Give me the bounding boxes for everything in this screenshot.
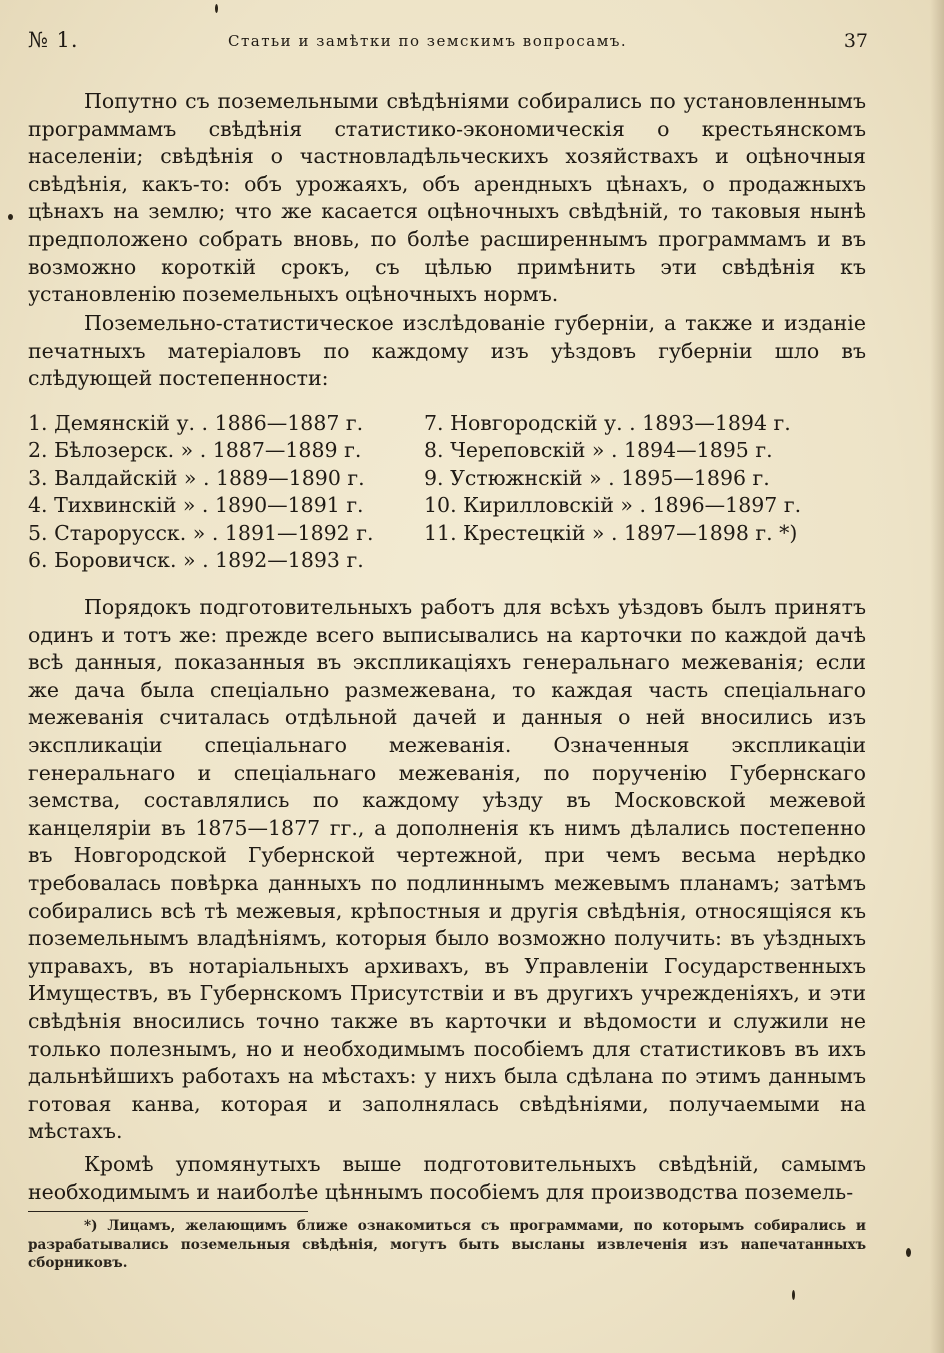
page-edge-shadow [930,0,944,1353]
district-entry: 5. Старорусск. » . 1891—1892 г. [28,520,374,545]
paragraph-3 [28,594,866,1146]
district-entry: 11. Крестецкій » . 1897—1898 г. *) [424,520,798,545]
district-entry: 1. Демянскій у. . 1886—1887 г. [28,411,364,435]
district-entry: 4. Тихвинскій » . 1890—1891 г. [28,493,364,518]
scan-speck [906,1248,911,1257]
district-entry: 8. Череповскій » . 1894—1895 г. [424,438,773,463]
running-header [28,28,868,56]
paragraph-1-text: Попутно съ поземельными свѣдѣніями собирались по установленнымъ программамъ свѣдѣнія статистико-экономическія о крестьянскомъ населеніи; свѣдѣнія о частновладѣльческихъ хозяйствахъ и оцѣночныя свѣдѣнія, какъ-то: объ урожаяхъ, объ арендныхъ цѣнахъ, о продажныхъ цѣнахъ на землю; что же касается оцѣночныхъ свѣдѣній, то таковыя нынѣ предположено собрать вновь, по болѣе расширеннымъ программамъ и въ возможно короткій срокъ, съ цѣлью примѣнить эти свѣдѣнія къ установленію поземельныхъ оцѣночныхъ нормъ. [28,89,866,307]
district-row [28,547,878,574]
footnote [28,1217,866,1273]
district-entry: 2. Бѣлозерск. » . 1887—1889 г. [28,438,362,463]
paragraph-3-text: Порядокъ подготовительныхъ работъ для всѣхъ уѣздовъ былъ принятъ одинъ и тотъ же: прежде всего выписывались на карточки по каждой дачѣ всѣ данныя, показанныя въ экспликаціяхъ генеральнаго межеванія; если же дача была спеціально размежевана, то каждая часть спеціальнаго межеванія считалась отдѣльной дачей и данныя о ней вносились изъ экспликаціи спеціальнаго межеванія. Означенныя экспликаціи генеральнаго и спеціальнаго межеванія, по порученію Губернскаго земства, составлялись по каждому уѣзду въ Московской межевой канцеляріи въ 1875—1877 гг., а дополненія къ нимъ дѣлались постепенно въ Новгородской Губернской чертежной, при чемъ весьма нерѣдко требовалась повѣрка данныхъ по подлиннымъ межевымъ планамъ; затѣмъ собирались всѣ тѣ межевыя, крѣпостныя и другія свѣдѣнія, относящіяся къ поземельнымъ владѣніямъ, которыя было возможно получить: въ уѣздныхъ управахъ, въ нотаріальныхъ архивахъ, въ Управленіи Государственныхъ Имуществъ, въ Губернскомъ Присутствіи и въ другихъ учрежденіяхъ, и эти свѣдѣнія вносились точно также въ карточки и вѣдомости и служили не только полезнымъ, но и необходимымъ пособіемъ для статистиковъ въ ихъ дальнѣйшихъ работахъ на мѣстахъ: у нихъ была сдѣлана по этимъ даннымъ готовая канва, которая и заполнялась свѣдѣніями, получаемыми на мѣстахъ. [28,595,866,1144]
district-row [28,492,878,519]
section-title: Статьи и замѣтки по земскимъ вопросамъ. [228,32,628,50]
scan-speck [792,1290,795,1300]
districts-schedule [28,410,878,574]
paragraph-2-text: Поземельно-статистическое изслѣдованіе губерніи, а также и изданіе печатныхъ матеріаловъ по каждому изъ уѣздовъ губерніи шло въ слѣдующей постепенности: [28,311,866,391]
issue-number: № 1. [28,28,79,52]
paragraph-1 [28,88,866,309]
district-entry: 10. Кирилловскій » . 1896—1897 г. [424,493,802,518]
district-entry: 9. Устюжнскій » . 1895—1896 г. [424,465,770,490]
footnote-text: *) Лицамъ, желающимъ ближе ознакомиться съ программами, по которымъ собирались и разрабатывались поземельныя свѣдѣнія, могутъ быть высланы извлеченія изъ напечатанныхъ сборниковъ. [28,1218,866,1271]
paragraph-2 [28,310,866,393]
scan-speck [8,214,13,220]
district-row [28,465,878,492]
footnote-divider [28,1211,308,1212]
district-entry: 7. Новгородскій у. . 1893—1894 г. [424,411,791,435]
district-row [28,520,878,547]
district-row [28,410,878,437]
page-number: 37 [843,30,868,52]
district-entry: 3. Валдайскій » . 1889—1890 г. [28,465,365,490]
paragraph-4 [28,1151,866,1206]
scan-speck [215,4,218,13]
district-row [28,437,878,464]
paragraph-4-text: Кромѣ упомянутыхъ выше подготовительныхъ свѣдѣній, самымъ необходимымъ и наиболѣе цѣннымъ пособіемъ для производства поземель- [28,1152,866,1204]
district-entry: 6. Боровичск. » . 1892—1893 г. [28,547,364,572]
